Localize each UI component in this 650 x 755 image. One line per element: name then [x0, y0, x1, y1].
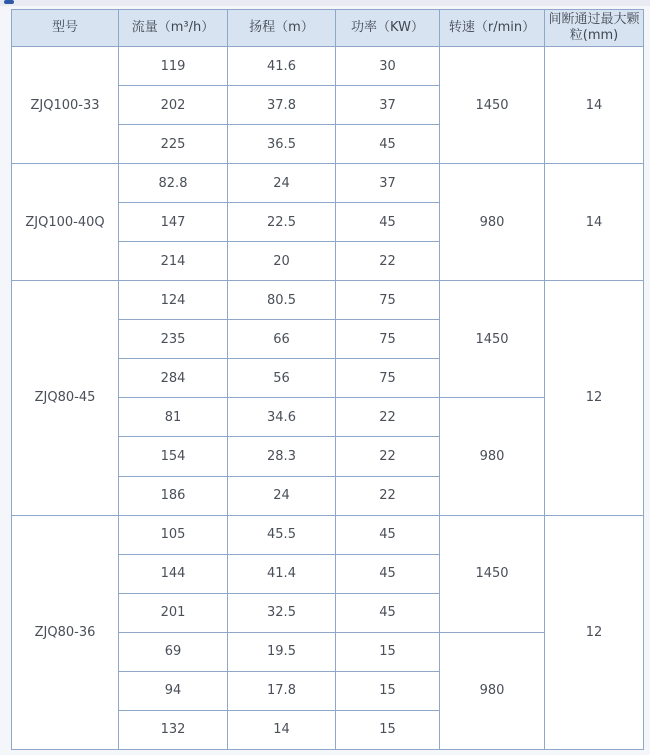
table-header	[12, 10, 644, 47]
flow-cell: 81	[119, 398, 228, 437]
head-cell: 24	[228, 164, 336, 203]
model-cell: ZJQ100-33	[12, 47, 119, 164]
head-cell: 56	[228, 359, 336, 398]
flow-cell: 69	[119, 632, 228, 671]
flow-cell: 105	[119, 515, 228, 554]
head-cell: 19.5	[228, 632, 336, 671]
speed-cell: 1450	[440, 281, 545, 398]
header-particle	[545, 10, 644, 47]
speed-cell: 1450	[440, 47, 545, 164]
speed-cell: 980	[440, 164, 545, 281]
header-power: 功率（KW）	[336, 10, 440, 47]
power-cell: 22	[336, 437, 440, 476]
head-cell: 36.5	[228, 125, 336, 164]
power-cell: 75	[336, 281, 440, 320]
flow-cell: 154	[119, 437, 228, 476]
power-cell: 15	[336, 632, 440, 671]
table-body	[12, 47, 644, 750]
particle-cell: 14	[545, 164, 644, 281]
particle-cell: 12	[545, 515, 644, 749]
flow-cell: 284	[119, 359, 228, 398]
power-cell: 45	[336, 125, 440, 164]
head-cell: 66	[228, 320, 336, 359]
flow-cell: 132	[119, 710, 228, 749]
flow-cell: 119	[119, 47, 228, 86]
head-cell: 37.8	[228, 86, 336, 125]
power-cell: 22	[336, 476, 440, 515]
power-cell: 37	[336, 164, 440, 203]
flow-cell: 225	[119, 125, 228, 164]
power-cell: 45	[336, 515, 440, 554]
decorative-mark	[4, 0, 14, 4]
model-cell: ZJQ80-36	[12, 515, 119, 749]
table-row	[12, 164, 644, 203]
flow-cell: 82.8	[119, 164, 228, 203]
head-cell: 41.6	[228, 47, 336, 86]
power-cell: 22	[336, 398, 440, 437]
header-model: 型号	[12, 10, 119, 47]
head-cell: 32.5	[228, 593, 336, 632]
head-cell: 28.3	[228, 437, 336, 476]
head-cell: 45.5	[228, 515, 336, 554]
power-cell: 22	[336, 242, 440, 281]
header-speed: 转速（r/min）	[440, 10, 545, 47]
header-row	[12, 10, 644, 47]
speed-cell: 980	[440, 632, 545, 749]
table-row	[12, 47, 644, 86]
table-row	[12, 515, 644, 554]
flow-cell: 201	[119, 593, 228, 632]
flow-cell: 94	[119, 671, 228, 710]
header-particle-line2: 粒(mm)	[569, 28, 619, 43]
power-cell: 30	[336, 47, 440, 86]
pump-spec-table	[11, 9, 644, 750]
power-cell: 75	[336, 320, 440, 359]
table-row	[12, 281, 644, 320]
power-cell: 45	[336, 593, 440, 632]
flow-cell: 235	[119, 320, 228, 359]
flow-cell: 147	[119, 203, 228, 242]
power-cell: 45	[336, 203, 440, 242]
power-cell: 45	[336, 554, 440, 593]
head-cell: 34.6	[228, 398, 336, 437]
power-cell: 37	[336, 86, 440, 125]
head-cell: 24	[228, 476, 336, 515]
particle-cell: 12	[545, 281, 644, 515]
flow-cell: 144	[119, 554, 228, 593]
particle-cell: 14	[545, 47, 644, 164]
header-particle-line1: 间断通过最大颗	[548, 12, 640, 27]
head-cell: 41.4	[228, 554, 336, 593]
head-cell: 80.5	[228, 281, 336, 320]
flow-cell: 124	[119, 281, 228, 320]
model-cell: ZJQ100-40Q	[12, 164, 119, 281]
head-cell: 14	[228, 710, 336, 749]
model-cell: ZJQ80-45	[12, 281, 119, 515]
speed-cell: 980	[440, 398, 545, 515]
header-flow: 流量（m³/h）	[119, 10, 228, 47]
power-cell: 15	[336, 710, 440, 749]
page-top-edge	[0, 0, 650, 6]
power-cell: 75	[336, 359, 440, 398]
flow-cell: 214	[119, 242, 228, 281]
speed-cell: 1450	[440, 515, 545, 632]
header-head: 扬程（m）	[228, 10, 336, 47]
head-cell: 20	[228, 242, 336, 281]
head-cell: 17.8	[228, 671, 336, 710]
head-cell: 22.5	[228, 203, 336, 242]
flow-cell: 186	[119, 476, 228, 515]
power-cell: 15	[336, 671, 440, 710]
flow-cell: 202	[119, 86, 228, 125]
